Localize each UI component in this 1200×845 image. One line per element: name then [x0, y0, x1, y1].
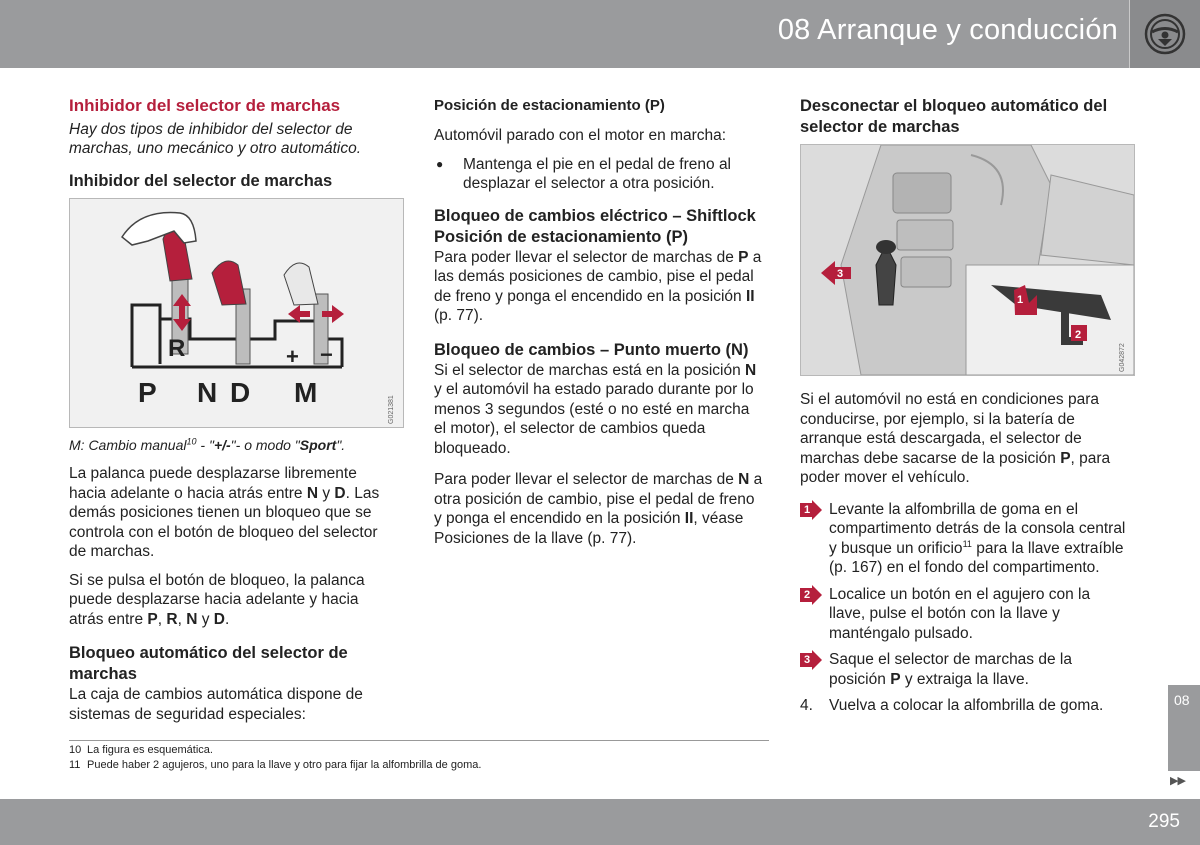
chapter-title: 08 Arranque y conducción [777, 14, 1118, 46]
step-number: 1 [804, 503, 811, 516]
paragraph-shiftlock: Para poder llevar el selector de marchas de P a las demás posiciones de cambio, pise el pedal de freno y ponga el encendido en la posición II (p. 77). [434, 248, 762, 324]
paragraph-disconnect-intro: Si el automóvil no está en condiciones para conducirse, por ejemplo, si la batería de arranque está descargada, el selector de marchas debe sacarse de la posición P, para poder mover el vehículo. [800, 391, 1111, 486]
gear-selector-figure [69, 198, 404, 428]
subheading-inhibitor: Inhibidor del selector de marchas [69, 171, 333, 190]
page-footer [0, 799, 1200, 845]
step-1: 1 Levante la alfombrilla de goma en el compartimento detrás de la consola central y busque un orificio$^{11}$ para la llave extraíble (p. 167) en el fondo del compartimento. [800, 500, 1130, 578]
gear-label-m: M [294, 376, 318, 408]
footnotes [69, 740, 769, 773]
gate-label-r: R [168, 334, 186, 362]
subheading-park: Posición de estacionamiento (P) [434, 97, 665, 114]
subheading-auto-lock: Bloqueo automático del selector de marchas [69, 644, 348, 683]
paragraph-neutral-2: Para poder llevar el selector de marchas de N a otra posición de cambio, pise el pedal de freno y ponga el encendido en la posición II, véase Posiciones de la llave (p. 77). [434, 471, 763, 547]
paragraph-park: Automóvil parado con el motor en marcha: [434, 127, 727, 144]
section-title: Inhibidor del selector de marchas [69, 96, 341, 115]
column-1 [69, 92, 394, 733]
paragraph-free-move: La palanca puede desplazarse libremente hacia adelante o hacia atrás entre N y D. Las demás posiciones tienen un bloqueo que se controla con el botón de bloqueo del selector de marchas. [69, 465, 380, 560]
gear-label-n: N [197, 376, 218, 408]
chapter-tab[interactable]: 08 [1167, 685, 1200, 771]
page-number: 295 [1148, 811, 1180, 832]
gate-label-minus: − [320, 341, 333, 367]
list-item: ● Mantenga el pie en el pedal de freno al desplazar el selector a otra posición. [434, 155, 764, 194]
figure-caption: M: Cambio manual$^{10}$ - "+/-"- o modo "Sport". [69, 435, 346, 453]
page-header [0, 0, 1200, 68]
paragraph-lock-button: Si se pulsa el botón de bloqueo, la palanca puede desplazarse hacia adelante y hacia atrás entre P, R, N y D. [69, 571, 365, 628]
console-figure [800, 144, 1135, 376]
gear-label-d: D [230, 376, 251, 408]
continue-marker: ▶▶ [1170, 775, 1185, 787]
subheading-shiftlock: Bloqueo de cambios eléctrico – Shiftlock Posición de estacionamiento (P) [434, 206, 756, 246]
step-number: 4. [800, 697, 813, 714]
step-2: 2 Localice un botón en el agujero con la llave, pulse el botón con la llave y manténgalo pulsado. [800, 585, 1130, 644]
footnote: 11 Puede haber 2 agujeros, uno para la llave y otro para fijar la alfombrilla de goma. [69, 759, 482, 771]
steering-wheel-icon [1144, 13, 1186, 55]
gear-label-p: P [138, 376, 157, 408]
footnote: 10 La figura es esquemática. [69, 744, 213, 756]
console-illustration [801, 145, 1134, 375]
figure-code: G042872 [1119, 343, 1126, 372]
paragraph-neutral-1: Si el selector de marchas está en la posición N y el automóvil ha estado parado durante por lo menos 3 segundos (esté o no esté en marcha el motor), el selector de cambios queda bloqueado. [434, 361, 757, 457]
step-number: 2 [804, 588, 811, 601]
step-number: 3 [804, 654, 811, 666]
step-3: 3 Saque el selector de marchas de la posición P y extraiga la llave. [800, 650, 1130, 689]
bullet-list [434, 155, 764, 194]
chapter-icon-box [1129, 0, 1200, 68]
callout-1: 1 [1017, 294, 1024, 306]
callout-3: 3 [837, 268, 844, 280]
column-3 [800, 92, 1130, 723]
section-intro: Hay dos tipos de inhibidor del selector de marchas, uno mecánico y otro automático. [69, 120, 362, 157]
column-2 [434, 92, 764, 557]
step-4: 4. Vuelva a colocar la alfombrilla de goma. [800, 697, 1104, 714]
subheading-neutral: Bloqueo de cambios – Punto muerto (N) [434, 340, 749, 359]
callout-2: 2 [1075, 329, 1082, 341]
subheading-disconnect: Desconectar el bloqueo automático del selector de marchas [800, 97, 1108, 136]
figure-code: G021381 [388, 394, 395, 424]
paragraph-auto-lock: La caja de cambios automática dispone de sistemas de seguridad especiales: [69, 686, 363, 723]
gate-label-plus: + [286, 343, 299, 369]
